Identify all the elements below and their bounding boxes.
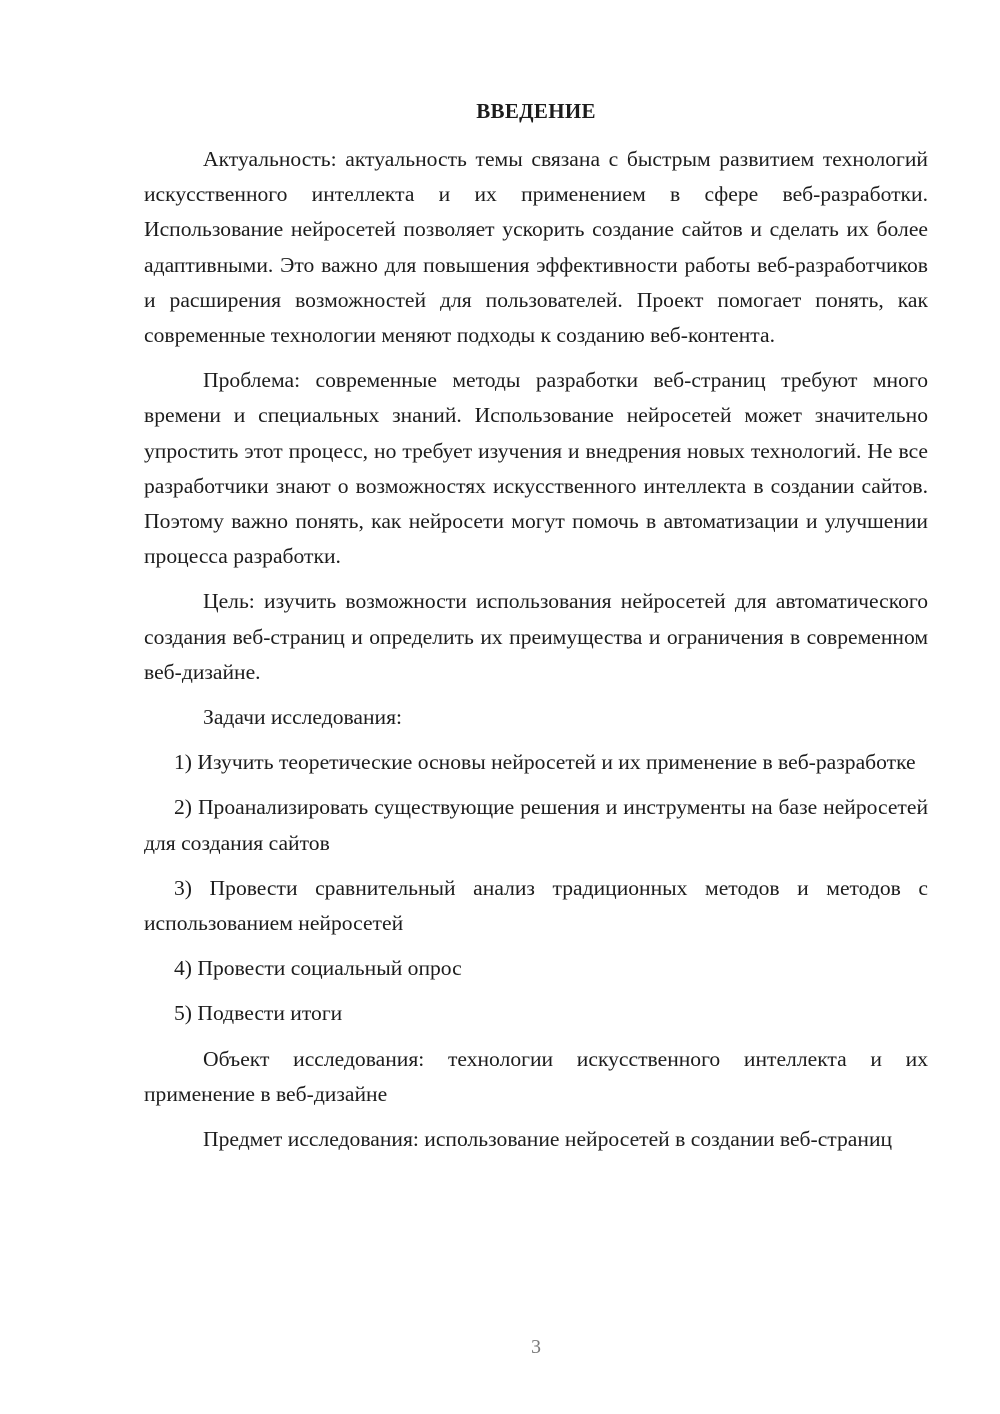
task-item-2: 2) Проанализировать существующие решения и инструменты на базе нейросетей для создания сайтов	[144, 795, 928, 855]
document-body	[144, 142, 928, 1157]
page-number: 3	[531, 1336, 541, 1358]
section-heading: ВВЕДЕНИЕ	[476, 99, 596, 123]
task-item-1: 1) Изучить теоретические основы нейросетей и их применение в веб-разработке	[174, 750, 916, 775]
task-item-5: 5) Подвести итоги	[174, 1001, 343, 1026]
paragraph-goal: Цель: изучить возможности использования нейросетей для автоматического создания веб-страниц и определить их преимущества и ограничения в современном веб-дизайне.	[144, 589, 928, 684]
task-item-4: 4) Провести социальный опрос	[174, 956, 462, 981]
paragraph-object: Объект исследования: технологии искусственного интеллекта и их применение в веб-дизайне	[144, 1046, 928, 1106]
tasks-title: Задачи исследования:	[203, 705, 403, 730]
paragraph-relevance: Актуальность: актуальность темы связана с быстрым развитием технологий искусственного интеллекта и их применением в сфере веб-разработки. Использование нейросетей позволяет ускорить создание сайтов и сделать их более адаптивными. Это важно для повышения эффективности работы веб-разработчиков и расширения возможностей для пользователей. Проект помогает понять, как современные технологии меняют подходы к созданию веб-контента.	[144, 147, 928, 348]
task-item-3: 3) Провести сравнительный анализ традиционных методов и методов с использованием нейросетей	[144, 875, 928, 936]
paragraph-subject: Предмет исследования: использование нейросетей в создании веб-страниц	[203, 1127, 893, 1152]
paragraph-problem: Проблема: современные методы разработки веб-страниц требуют много времени и специальных знаний. Использование нейросетей может значительно упростить этот процесс, но требует изучения и внедрения новых технологий. Не все разработчики знают о возможностях искусственного интеллекта в создании сайтов. Поэтому важно понять, как нейросети могут помочь в автоматизации и улучшении процесса разработки.	[144, 368, 928, 569]
